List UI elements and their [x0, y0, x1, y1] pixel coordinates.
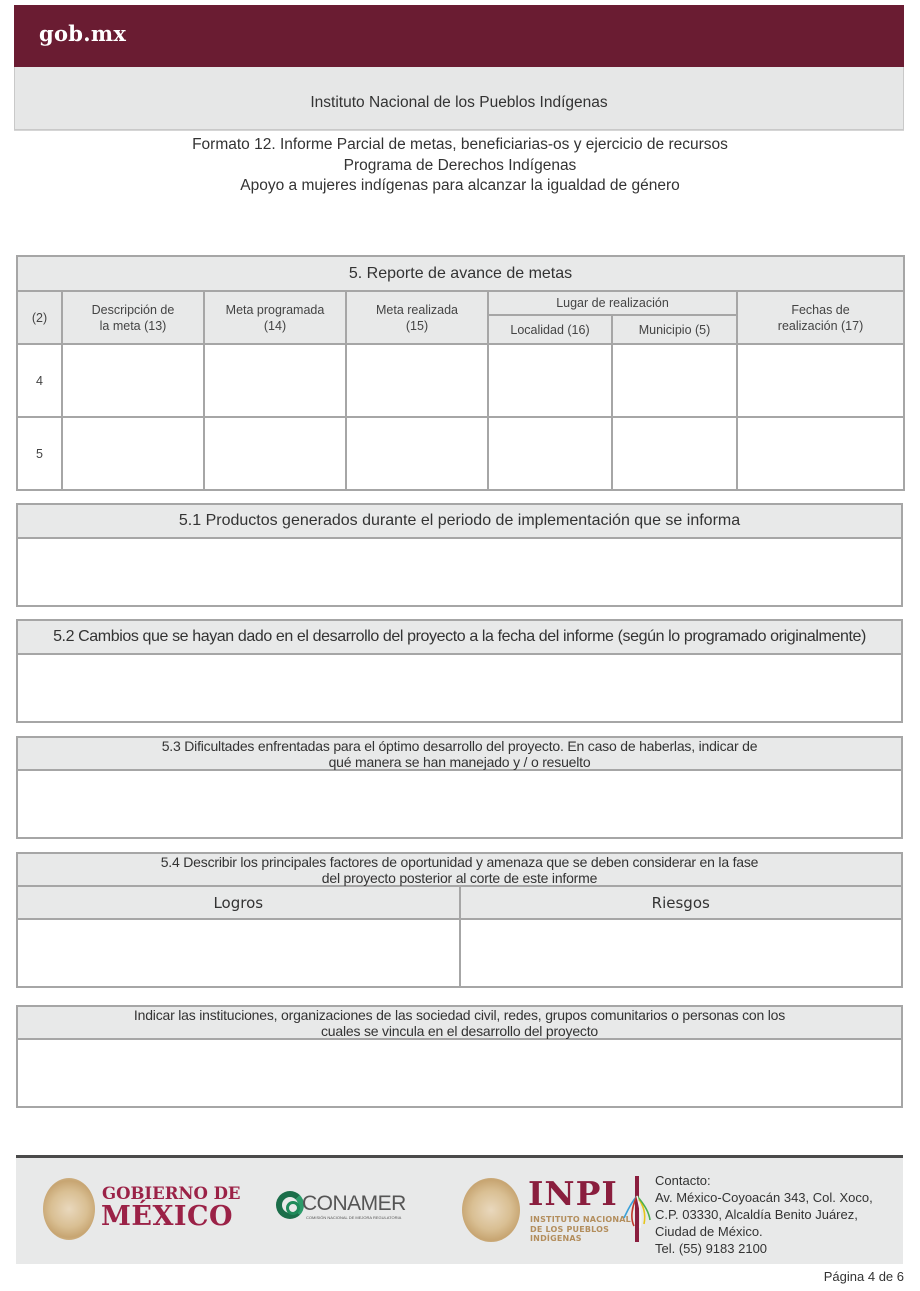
institute-bar: [14, 67, 904, 130]
gob-mx-logo[interactable]: gob.mx: [39, 21, 127, 46]
section-5-3-field[interactable]: [18, 771, 901, 837]
section-5-2-title: 5.2 Cambios que se hayan dado en el desarrollo del proyecto a la fecha del informe (según lo programado originalmente): [18, 621, 901, 655]
meta-realizada-cell[interactable]: [346, 417, 488, 490]
section-5-3-title-line-2: qué manera se han manejado y / o resuelto: [328, 753, 591, 770]
column-header-descripcion: Descripción de la meta (13): [62, 291, 204, 344]
descripcion-cell[interactable]: [62, 344, 204, 417]
municipio-cell[interactable]: [612, 344, 737, 417]
logros-field[interactable]: [18, 920, 459, 986]
table-row: [17, 344, 904, 417]
meta-programada-cell[interactable]: [204, 417, 346, 490]
localidad-cell[interactable]: [488, 417, 612, 490]
conamer-icon: [276, 1191, 304, 1219]
section-5-4-box: [16, 852, 903, 988]
mexico-seal-icon: [462, 1178, 520, 1242]
riesgos-column: [461, 887, 902, 986]
logros-label: Logros: [18, 887, 459, 920]
metas-progress-table: [16, 255, 905, 491]
localidad-cell[interactable]: [488, 344, 612, 417]
section-5-1-title: 5.1 Productos generados durante el periodo de implementación que se informa: [18, 505, 901, 539]
contact-address-line-2: C.P. 03330, Alcaldía Benito Juárez,: [655, 1207, 858, 1222]
section-5-1-field[interactable]: [18, 539, 901, 605]
municipio-cell[interactable]: [612, 417, 737, 490]
meta-realizada-cell[interactable]: [346, 344, 488, 417]
document-title-line-2: Programa de Derechos Indígenas: [343, 156, 577, 174]
section-5-2-field[interactable]: [18, 655, 901, 721]
section-5-3-title-line-1: 5.3 Dificultades enfrentadas para el óptimo desarrollo del proyecto. En caso de haberlas, indicar de: [161, 737, 758, 754]
column-header-lugar: Lugar de realización: [488, 291, 737, 315]
document-title: [0, 135, 920, 197]
descripcion-cell[interactable]: [62, 417, 204, 490]
contact-address-line-1: Av. México-Coyoacán 343, Col. Xoco,: [655, 1190, 873, 1205]
instituciones-title: [18, 1007, 901, 1040]
page-number: Página 4 de 6: [823, 1269, 904, 1284]
document-title-line-3: Apoyo a mujeres indígenas para alcanzar la igualdad de género: [240, 177, 680, 194]
section-5-3-title: [18, 738, 901, 771]
contact-info: [655, 1172, 873, 1257]
riesgos-label: Riesgos: [461, 887, 902, 920]
row-number: 5: [17, 417, 62, 490]
section-5-4-title-line-2: del proyecto posterior al corte de este informe: [321, 869, 598, 886]
column-header-fechas: Fechas de realización (17): [737, 291, 904, 344]
logros-riesgos-split: [18, 887, 901, 986]
column-header-num: (2): [17, 291, 62, 344]
footer: GOBIERNO DE MÉXICO CONAMER COMISIÓN NACIONAL DE MEJORA REGULATORIA INPI INSTITUTO NACIONAL DE LOS PUEBLOS INDÍGENAS Contacto: Av. México-Coyoacán 343, Col. Xoco, C.P. 03330, Alcaldía Benito Juárez, Ciudad de México. Tel. (55) 9183 2100: [16, 1158, 903, 1264]
section-5-title: 5. Reporte de avance de metas: [17, 256, 904, 291]
section-5-4-title-line-1: 5.4 Describir los principales factores de oportunidad y amenaza que se deben considerar en la fase: [160, 853, 759, 870]
fechas-cell[interactable]: [737, 417, 904, 490]
column-header-meta-programada: Meta programada (14): [204, 291, 346, 344]
section-5-4-title: [18, 854, 901, 887]
riesgos-field[interactable]: [461, 920, 902, 986]
column-header-meta-realizada: Meta realizada (15): [346, 291, 488, 344]
meta-programada-cell[interactable]: [204, 344, 346, 417]
mexico-seal-icon: [43, 1178, 95, 1240]
gob-mx-header-bar: [14, 5, 904, 67]
section-5-3-box: [16, 736, 903, 839]
institute-name: Instituto Nacional de los Pueblos Indígenas: [310, 94, 608, 111]
column-header-localidad: Localidad (16): [488, 315, 612, 344]
table-row: [17, 417, 904, 490]
instituciones-title-line-2: cuales se vincula en el desarrollo del proyecto: [321, 1022, 598, 1039]
contact-phone: Tel. (55) 9183 2100: [655, 1241, 768, 1256]
contact-label: Contacto:: [655, 1173, 711, 1188]
section-5-1-box: [16, 503, 903, 607]
inpi-staff-icon: [622, 1174, 652, 1244]
contact-address-line-3: Ciudad de México.: [655, 1224, 763, 1239]
section-5-2-box: [16, 619, 903, 723]
logros-column: [18, 887, 461, 986]
fechas-cell[interactable]: [737, 344, 904, 417]
row-number: 4: [17, 344, 62, 417]
instituciones-box: [16, 1005, 903, 1108]
instituciones-field[interactable]: [18, 1040, 901, 1106]
document-title-line-1: Formato 12. Informe Parcial de metas, beneficiarias-os y ejercicio de recursos: [192, 136, 728, 153]
instituciones-title-line-1: Indicar las instituciones, organizaciones de las sociedad civil, redes, grupos comunitarios o personas con los: [133, 1006, 786, 1023]
column-header-municipio: Municipio (5): [612, 315, 737, 344]
